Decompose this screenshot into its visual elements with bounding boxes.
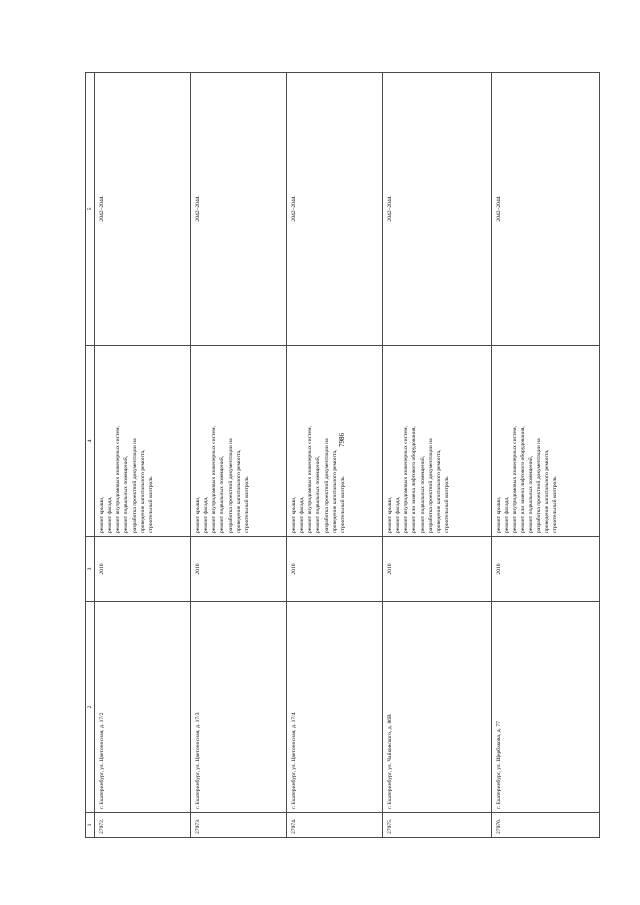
row-address: г. Екатеринбург, ул. Цветоносная, д. 17/2 [95, 602, 191, 813]
row-works [383, 346, 491, 537]
works-item: ремонт или замена лифтового оборудования, [411, 426, 418, 533]
page-number: 7986 [338, 433, 346, 447]
works-item: разработка проектной документации на [536, 438, 543, 533]
row-works [191, 346, 287, 537]
row-year: 2016 [491, 537, 599, 602]
works-item: строительный контроль [552, 476, 559, 533]
rotated-table-container [85, 78, 600, 838]
row-number: 27974. [287, 813, 383, 838]
capital-repair-table [85, 72, 600, 838]
works-item: ремонт внутридомовых инженерных систем, [211, 426, 218, 533]
row-works [95, 346, 191, 537]
works-item: ремонт подвальных помещений, [123, 455, 130, 533]
works-item: ремонт подвальных помещений, [419, 455, 426, 533]
works-item: разработка проектной документации на [131, 438, 138, 533]
works-item: ремонт фасада, [203, 496, 210, 533]
row-year: 2016 [287, 537, 383, 602]
works-item: строительный контроль [147, 476, 154, 533]
works-item: проведение капитального ремонта, [139, 449, 146, 533]
row-address: г. Екатеринбург, ул. Щербакова, д. 77 [491, 602, 599, 813]
column-header-4: 4 [86, 346, 95, 537]
works-item: проведение капитального ремонта, [235, 449, 242, 533]
column-header-2: 2 [86, 602, 95, 813]
works-item: ремонт крыши, [387, 496, 394, 533]
works-item: разработка проектной документации на [227, 438, 234, 533]
row-period: 2042–2044 [95, 73, 191, 346]
works-item: ремонт подвальных помещений, [315, 455, 322, 533]
row-period: 2042–2044 [491, 73, 599, 346]
works-item: ремонт внутридомовых инженерных систем, [403, 426, 410, 533]
works-item: строительный контроль [243, 476, 250, 533]
table-row [491, 73, 599, 838]
row-period: 2042–2044 [383, 73, 491, 346]
table-row [287, 73, 383, 838]
row-number: 27973. [191, 813, 287, 838]
row-number: 27972. [95, 813, 191, 838]
row-number: 27976. [491, 813, 599, 838]
works-item: ремонт фасада, [395, 496, 402, 533]
row-address: г. Екатеринбург, ул. Цветоносная, д. 17/3 [191, 602, 287, 813]
works-item: ремонт или замена лифтового оборудования, [519, 426, 526, 533]
works-item: ремонт крыши, [195, 496, 202, 533]
works-item: ремонт крыши, [291, 496, 298, 533]
works-item: ремонт фасада, [299, 496, 306, 533]
works-item: проведение капитального ремонта, [435, 449, 442, 533]
table-row [191, 73, 287, 838]
row-works [491, 346, 599, 537]
works-item: строительный контроль [339, 476, 346, 533]
row-period: 2042–2044 [287, 73, 383, 346]
row-year: 2016 [95, 537, 191, 602]
column-header-5: 5 [86, 73, 95, 346]
table-row [383, 73, 491, 838]
row-number: 27975. [383, 813, 491, 838]
works-item: ремонт крыши, [99, 496, 106, 533]
row-address: г. Екатеринбург, ул. Чайковского, д. 86В [383, 602, 491, 813]
row-works [287, 346, 383, 537]
row-year: 2016 [383, 537, 491, 602]
works-item: ремонт подвальных помещений, [219, 455, 226, 533]
column-header-3: 3 [86, 537, 95, 602]
table-row [95, 73, 191, 838]
row-year: 2016 [191, 537, 287, 602]
row-period: 2042–2044 [191, 73, 287, 346]
table-header-row [86, 73, 95, 838]
works-item: ремонт фасада, [503, 496, 510, 533]
works-item: ремонт внутридомовых инженерных систем, [115, 426, 122, 533]
works-item: проведение капитального ремонта, [331, 449, 338, 533]
row-address: г. Екатеринбург, ул. Цветоносная, д. 17/4 [287, 602, 383, 813]
works-item: разработка проектной документации на [323, 438, 330, 533]
works-item: ремонт крыши, [495, 496, 502, 533]
column-header-1: 1 [86, 813, 95, 838]
works-item: разработка проектной документации на [427, 438, 434, 533]
works-item: проведение капитального ремонта, [544, 449, 551, 533]
works-item: ремонт внутридомовых инженерных систем, [307, 426, 314, 533]
works-item: ремонт фасада, [107, 496, 114, 533]
works-item: строительный контроль [443, 476, 450, 533]
works-item: ремонт подвальных помещений, [528, 455, 534, 533]
works-item: ремонт внутридомовых инженерных систем, [511, 426, 518, 533]
